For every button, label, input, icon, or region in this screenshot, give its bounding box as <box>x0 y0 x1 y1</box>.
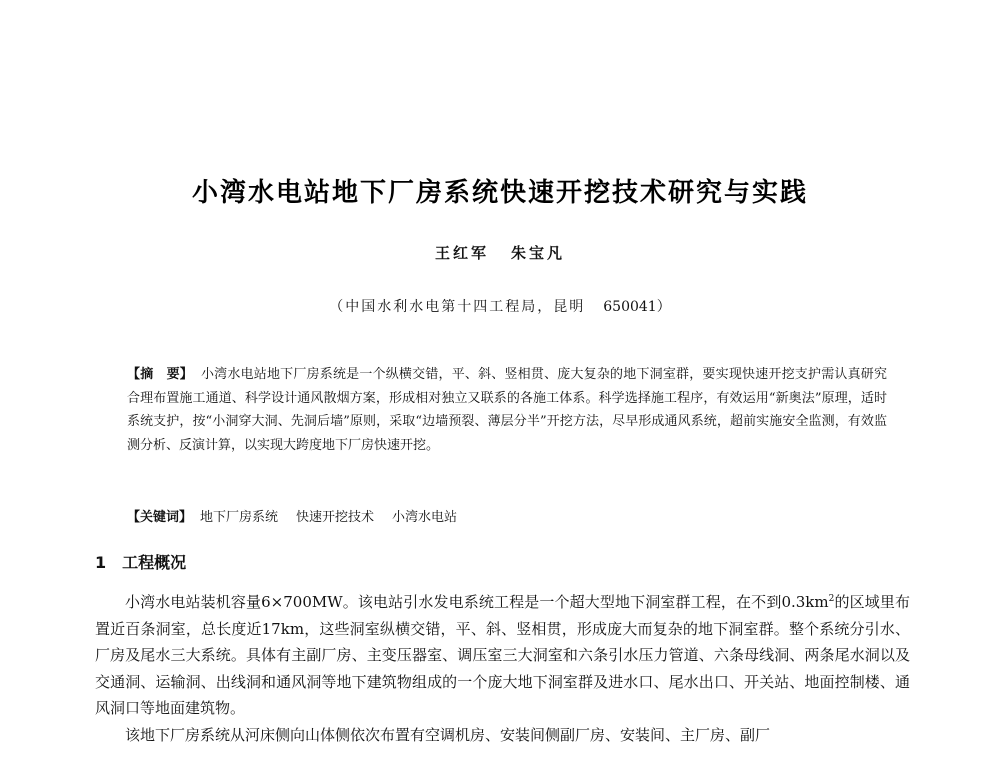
affiliation <box>0 296 1000 316</box>
paragraph-text: 的区域里布置近百条洞室，总长度近17km，这些洞室纵横交错，平、斜、竖相贯，形成庞大而复杂的地下洞室群。整个系统分引水、厂房及尾水三大系统。具体有主副厂房、主变压器室、调压室三大洞室和六条引水压力管道、六条母线洞、两条尾水洞以及交通洞、运输洞、出线洞和通风洞等地下建筑物组成的一个庞大地下洞室群及进水口、尾水出口、开关站、地面控制楼、通风洞口等地面建筑物。 <box>95 593 910 718</box>
section-title: 工程概况 <box>122 553 187 572</box>
abstract <box>127 363 887 457</box>
author-name: 王红军 <box>434 244 489 262</box>
author-list <box>0 242 1000 263</box>
paragraph <box>95 589 910 722</box>
affiliation-text: （中国水利水电第十四工程局，昆明 <box>329 299 586 315</box>
paragraph: 该地下厂房系统从河床侧向山体侧依次布置有空调机房、安装间侧副厂房、安装间、主厂房、副厂 <box>125 725 771 744</box>
abstract-label: 【摘 要】 <box>127 367 193 382</box>
keywords-label: 【关键词】 <box>127 510 193 525</box>
paragraph-text: 小湾水电站装机容量6×700MW。该电站引水发电系统工程是一个超大型地下洞室群工程，在不到0.3km <box>125 593 829 611</box>
abstract-text: 小湾水电站地下厂房系统是一个纵横交错，平、斜、竖相贯、庞大复杂的地下洞室群，要实现快速开挖支护需认真研究合理布置施工通道、科学设计通风散烟方案，形成相对独立又联系的各施工体系。科学选择施工程序，有效运用“新奥法”原理，适时系统支护，按“小洞穿大洞、先洞后墙”原则，采取“边墙预裂、薄层分半”开挖方法，尽早形成通风系统，超前实施安全监测，有效监测分析、反演计算，以实现大跨度地下厂房快速开挖。 <box>127 367 887 453</box>
keyword: 地下厂房系统 <box>200 510 279 525</box>
paper-title: 小湾水电站地下厂房系统快速开挖技术研究与实践 <box>191 178 808 208</box>
affiliation-zip: 650041） <box>603 299 671 315</box>
body-text <box>95 589 910 749</box>
section-heading <box>95 550 186 573</box>
section-number: 1 <box>95 553 107 572</box>
author-name: 朱宝凡 <box>511 244 566 262</box>
keyword: 小湾水电站 <box>392 510 458 525</box>
keywords <box>127 507 887 529</box>
keyword: 快速开挖技术 <box>296 510 375 525</box>
superscript: 2 <box>828 594 835 604</box>
